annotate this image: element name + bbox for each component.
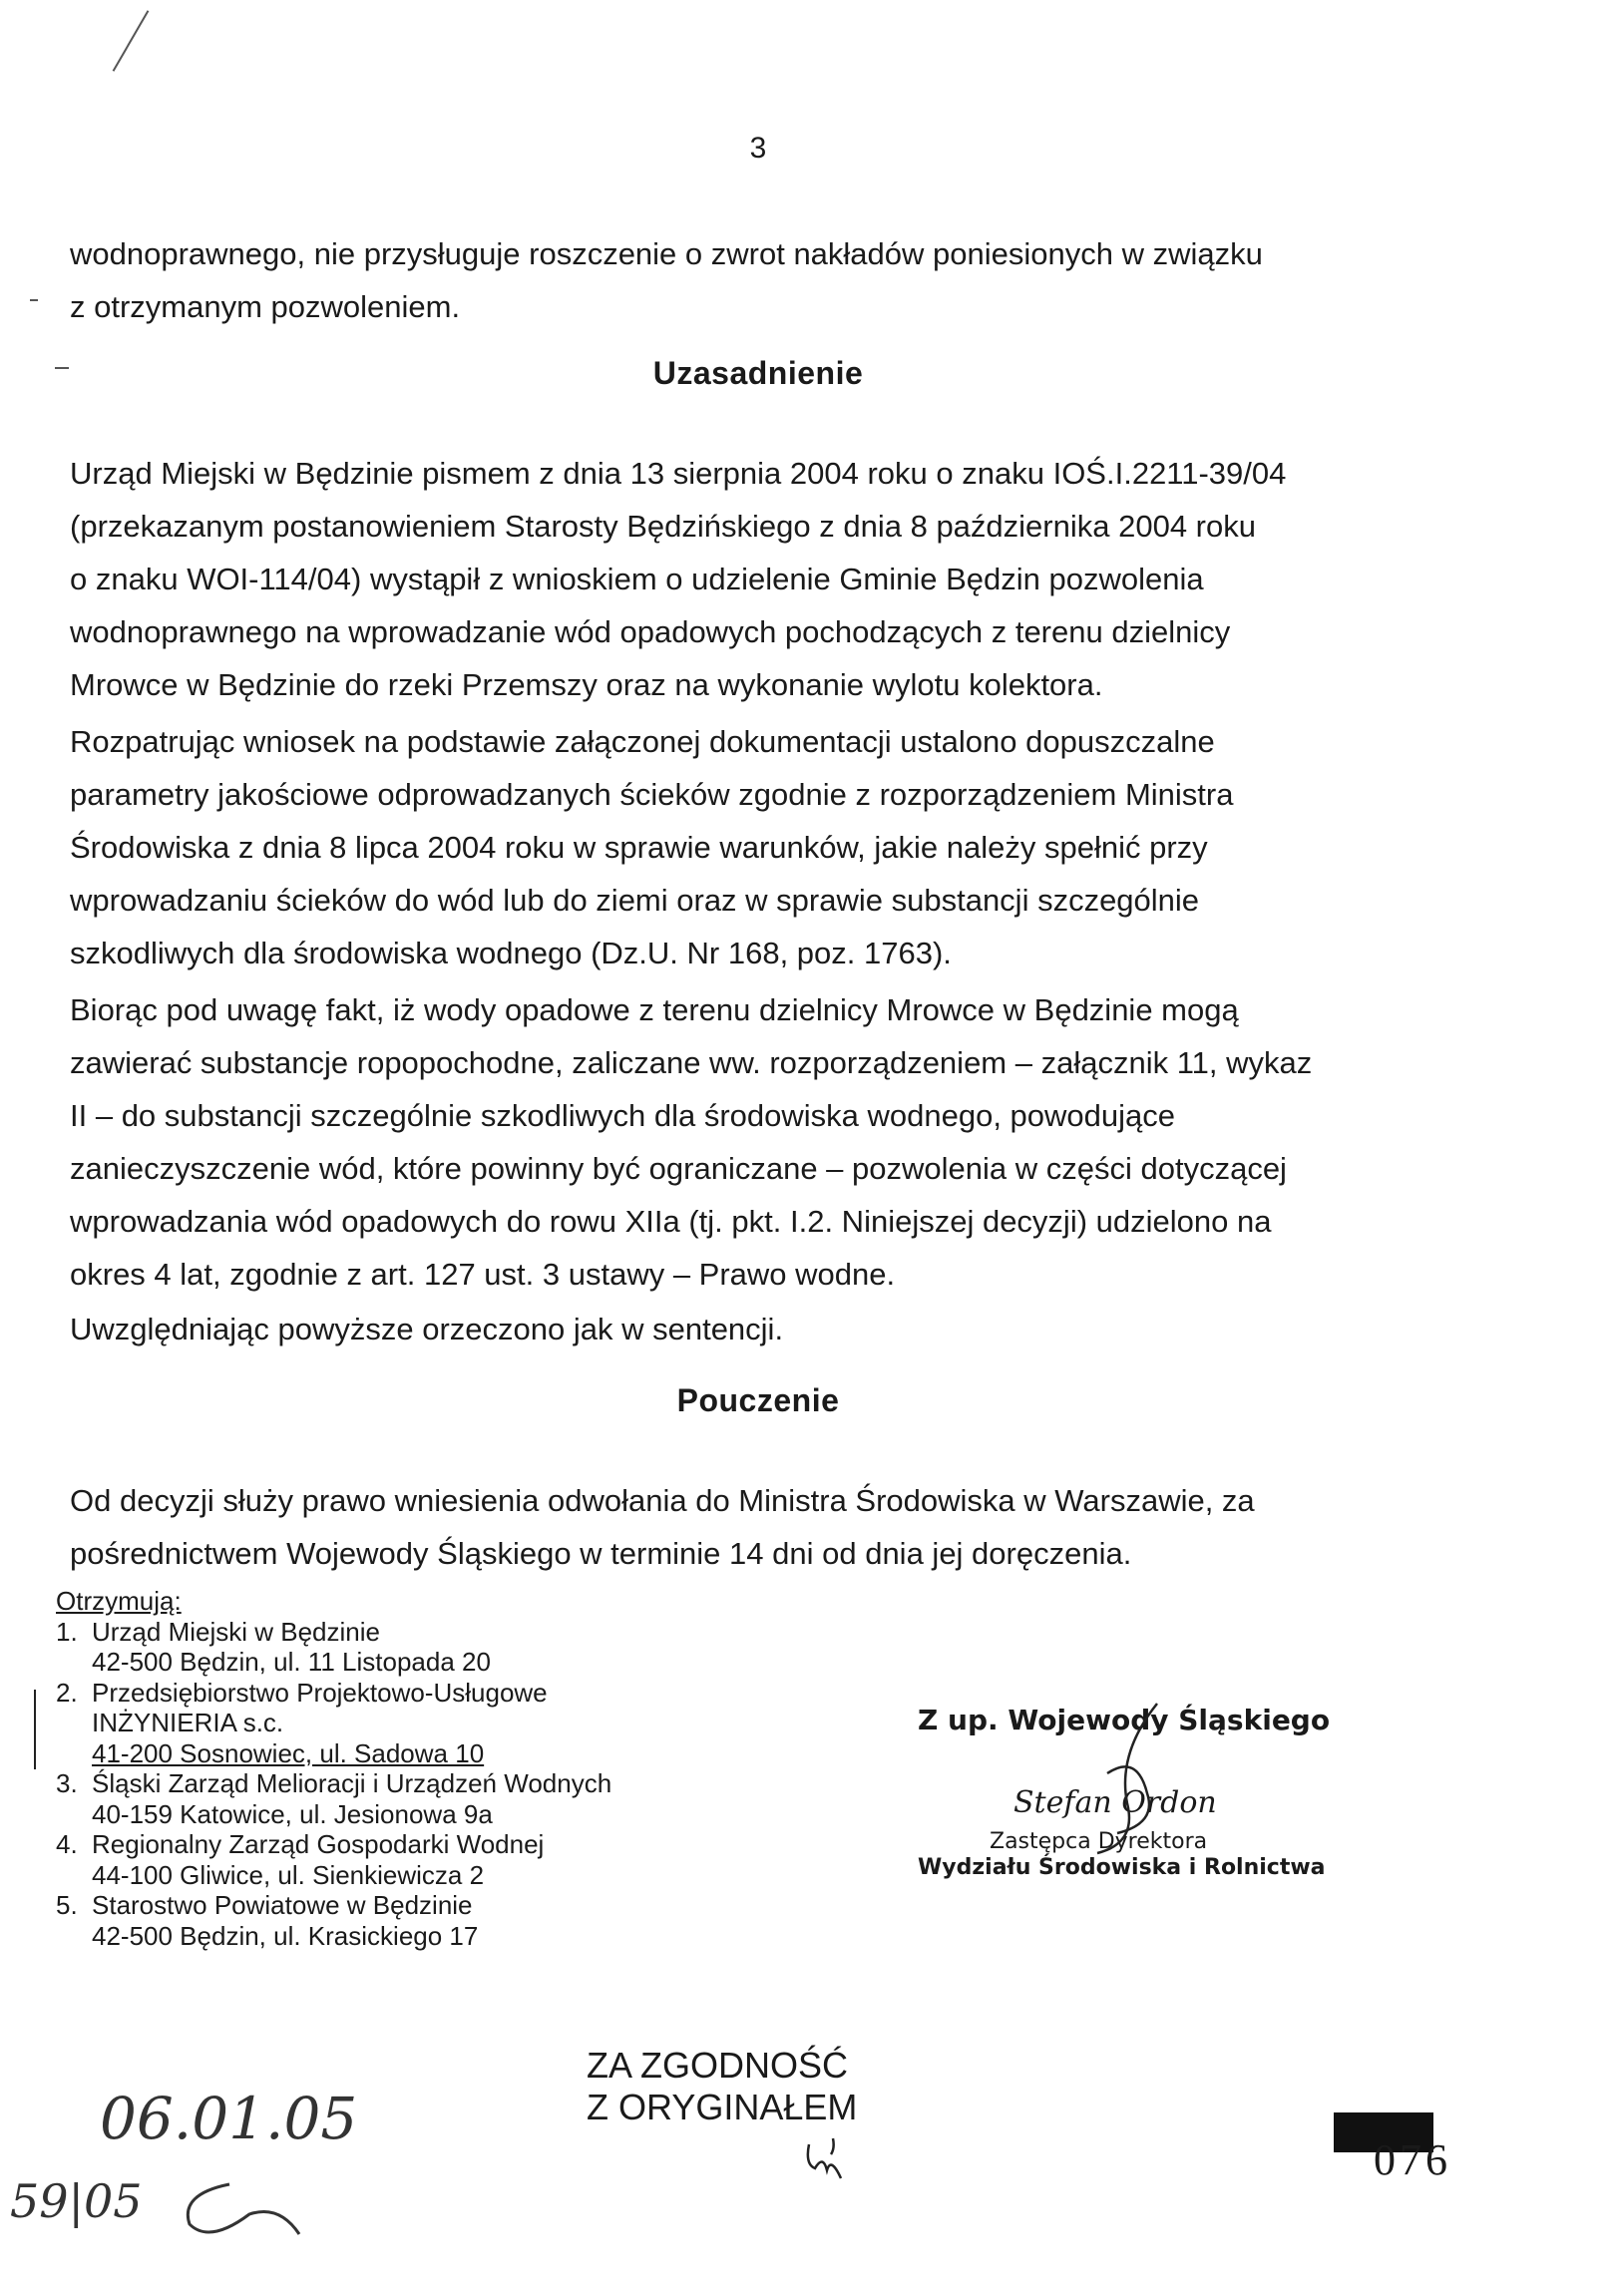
heading-justification: Uzasadnienie bbox=[652, 355, 864, 391]
text-line: Biorąc pod uwagę fakt, iż wody opadowe z terenu dzielnicy Mrowce w Będzinie mogą bbox=[70, 992, 1239, 1027]
recipient-address: INŻYNIERIA s.c. bbox=[92, 1708, 284, 1737]
recipient-name: Regionalny Zarząd Gospodarki Wodnej bbox=[92, 1829, 545, 1859]
text-line: wodnoprawnego, nie przysługuje roszczenie o zwrot nakładów poniesionych w związku bbox=[70, 236, 1263, 271]
text-line: o znaku WOI-114/04) wystąpił z wnioskiem o udzielenie Gminie Będzin pozwolenia bbox=[70, 562, 1204, 596]
scan-mark bbox=[30, 299, 38, 301]
bracket-mark bbox=[34, 1690, 42, 1769]
recipients-list bbox=[56, 1586, 611, 1951]
instruction-paragraph bbox=[70, 1474, 1407, 1580]
text-line: Uwzględniając powyższe orzeczono jak w sentencji. bbox=[70, 1312, 784, 1346]
document-number: 076 bbox=[1374, 2135, 1451, 2184]
initials-scribble bbox=[801, 2134, 851, 2184]
recipient-name: Przedsiębiorstwo Projektowo-Usługowe bbox=[92, 1677, 548, 1708]
handwritten-scribble bbox=[170, 2174, 309, 2254]
item-number: 1. bbox=[56, 1616, 78, 1647]
signature-authority: Z up. Wojewody Śląskiego bbox=[918, 1704, 1331, 1736]
text-line: Mrowce w Będzinie do rzeki Przemszy oraz na wykonanie wylotu kolektora. bbox=[70, 667, 1103, 702]
recipient-name: Urząd Miejski w Będzinie bbox=[92, 1616, 380, 1647]
list-item bbox=[56, 1890, 611, 1951]
recipient-address: 42-500 Będzin, ul. 11 Listopada 20 bbox=[92, 1647, 491, 1677]
heading-instruction: Pouczenie bbox=[676, 1382, 840, 1418]
recipient-address: 41-200 Sosnowiec, ul. Sadowa 10 bbox=[92, 1737, 485, 1768]
recipient-address: 40-159 Katowice, ul. Jesionowa 9a bbox=[92, 1798, 493, 1829]
text-line: z otrzymanym pozwoleniem. bbox=[70, 289, 461, 324]
certification-stamp bbox=[587, 2045, 857, 2128]
signature-name: Stefan Ordon bbox=[1013, 1785, 1217, 1820]
text-line: szkodliwych dla środowiska wodnego (Dz.U. Nr 168, poz. 1763). bbox=[70, 936, 952, 970]
handwritten-ref: 59|05 bbox=[10, 2174, 143, 2228]
handwritten-date: 06.01.05 bbox=[100, 2085, 358, 2152]
justification-paragraph-1 bbox=[70, 447, 1407, 711]
text-line: pośrednictwem Wojewody Śląskiego w terminie 14 dni od dnia jej doręczenia. bbox=[70, 1536, 1132, 1571]
text-line: Od decyzji służy prawo wniesienia odwołania do Ministra Środowiska w Warszawie, za bbox=[70, 1483, 1255, 1518]
page-number: 3 bbox=[749, 132, 767, 165]
text-line: Środowiska z dnia 8 lipca 2004 roku w sprawie warunków, jakie należy spełnić przy bbox=[70, 830, 1208, 865]
recipient-address: 44-100 Gliwice, ul. Sienkiewicza 2 bbox=[92, 1859, 485, 1890]
recipient-name: Śląski Zarząd Melioracji i Urządzeń Wodnych bbox=[92, 1768, 612, 1798]
text-line: wprowadzania wód opadowych do rowu XIIa (tj. pkt. I.2. Niniejszej decyzji) udzielono na bbox=[70, 1204, 1272, 1239]
scan-mark bbox=[113, 10, 150, 72]
signature-scribble bbox=[1057, 1694, 1197, 1863]
text-line: parametry jakościowe odprowadzanych ścieków zgodnie z rozporządzeniem Ministra bbox=[70, 777, 1234, 812]
justification-paragraph-3 bbox=[70, 983, 1407, 1301]
item-number: 5. bbox=[56, 1890, 78, 1920]
recipient-name: Starostwo Powiatowe w Będzinie bbox=[92, 1890, 473, 1920]
text-line: okres 4 lat, zgodnie z art. 127 ust. 3 ustawy – Prawo wodne. bbox=[70, 1257, 896, 1292]
stamp-line: Z ORYGINAŁEM bbox=[587, 2087, 858, 2127]
item-number: 3. bbox=[56, 1768, 78, 1798]
justification-paragraph-4 bbox=[70, 1303, 1407, 1355]
justification-paragraph-2 bbox=[70, 715, 1407, 979]
text-line: II – do substancji szczególnie szkodliwych dla środowiska wodnego, powodujące bbox=[70, 1098, 1176, 1133]
signature-department: Wydziału Środowiska i Rolnictwa bbox=[918, 1855, 1326, 1880]
list-item bbox=[56, 1678, 611, 1769]
item-number: 2. bbox=[56, 1677, 78, 1708]
text-line: Urząd Miejski w Będzinie pismem z dnia 13 sierpnia 2004 roku o znaku IOŚ.I.2211-39/04 bbox=[70, 456, 1287, 491]
text-line: Rozpatrując wniosek na podstawie załączonej dokumentacji ustalono dopuszczalne bbox=[70, 724, 1215, 759]
intro-paragraph bbox=[70, 227, 1407, 333]
stamp-line: ZA ZGODNOŚĆ bbox=[587, 2045, 849, 2086]
recipients-heading: Otrzymują: bbox=[56, 1586, 182, 1616]
text-line: zanieczyszczenie wód, które powinny być ograniczane – pozwolenia w części dotyczącej bbox=[70, 1151, 1287, 1186]
text-line: wodnoprawnego na wprowadzanie wód opadowych pochodzących z terenu dzielnicy bbox=[70, 614, 1231, 649]
signature-title: Zastępca Dyrektora bbox=[990, 1829, 1208, 1854]
item-number: 4. bbox=[56, 1829, 78, 1859]
recipient-address: 42-500 Będzin, ul. Krasickiego 17 bbox=[92, 1920, 479, 1951]
text-line: zawierać substancje ropopochodne, zaliczane ww. rozporządzeniem – załącznik 11, wykaz bbox=[70, 1045, 1313, 1080]
list-item bbox=[56, 1617, 611, 1678]
list-item bbox=[56, 1829, 611, 1890]
text-line: wprowadzaniu ścieków do wód lub do ziemi oraz w sprawie substancji szczególnie bbox=[70, 883, 1200, 918]
list-item bbox=[56, 1768, 611, 1829]
text-line: (przekazanym postanowieniem Starosty Będzińskiego z dnia 8 października 2004 roku bbox=[70, 509, 1256, 544]
